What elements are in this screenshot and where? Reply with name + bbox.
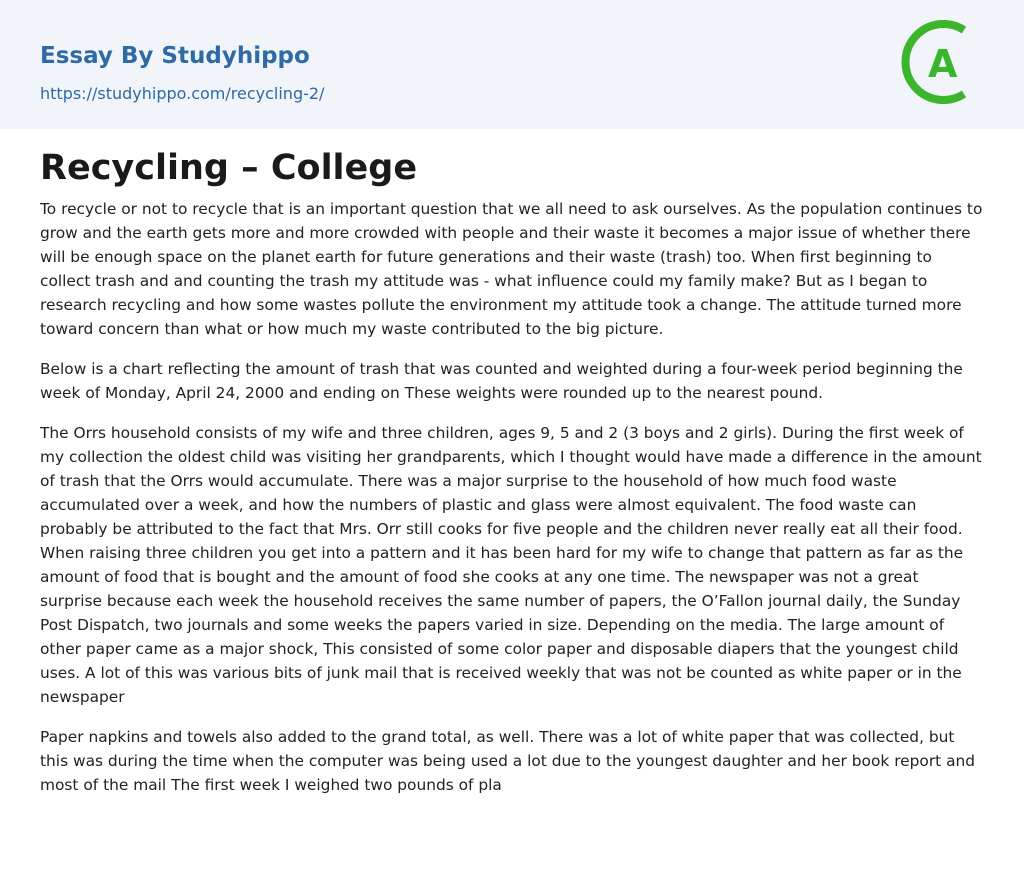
- article-paragraph-3: The Orrs household consists of my wife and three children, ages 9, 5 and 2 (3 boys and 2 girls). During the first week of my collection the oldest child was visiting her grandparents, which I thought would have made a difference in the amount of trash that the Orrs would accumulate. There was a major surprise to the household of how much food waste accumulated over a week, and how the numbers of plastic and glass were almost equivalent. The food waste can probably be attributed to the fact that Mrs. Orr still cooks for five people and the children never really eat all their food. When raising three children you get into a pattern and it has been hard for my wife to change that pattern as far as the amount of food that is bought and the amount of food she cooks at any one time. The newspaper was not a great surprise because each week the household receives the same number of papers, the O’Fallon journal daily, the Sunday Post Dispatch, two journals and some weeks the papers varied in size. Depending on the media. The large amount of other paper came as a major shock, This consisted of some color paper and disposable diapers that the youngest child uses. A lot of this was various bits of junk mail that is received weekly that was not be counted as white paper or in the newspaper: [40, 424, 982, 706]
- studyhippo-logo-icon[interactable]: [900, 20, 984, 104]
- site-header: [0, 0, 1024, 129]
- article-paragraph-2: Below is a chart reflecting the amount of trash that was counted and weighted during a four-week period beginning the week of Monday, April 24, 2000 and ending on These weights were rounded up to the nearest pound.: [40, 360, 963, 402]
- article-paragraph-4: Paper napkins and towels also added to the grand total, as well. There was a lot of white paper that was collected, but this was during the time when the computer was being used a lot due to the youngest daughter and her book report and most of the mail The first week I weighed two pounds of pla: [40, 728, 976, 794]
- article-paragraph-1: To recycle or not to recycle that is an important question that we all need to ask ourselves. As the population continues to grow and the earth gets more and more crowded with people and their waste it becomes a major issue of whether there will be enough space on the planet earth for future generations and their waste (trash) too. When first beginning to collect trash and and counting the trash my attitude was - what influence could my family make? But as I began to research recycling and how some wastes pollute the environment my attitude took a change. The attitude turned more toward concern than what or how much my waste contributed to the big picture.: [40, 200, 983, 338]
- page-title: Recycling – College: [40, 148, 418, 188]
- logo-letter: A: [928, 42, 958, 86]
- article-content: [0, 129, 1024, 797]
- essay-url-link[interactable]: https://studyhippo.com/recycling-2/: [40, 84, 325, 103]
- site-brand[interactable]: Essay By Studyhippo: [40, 43, 310, 69]
